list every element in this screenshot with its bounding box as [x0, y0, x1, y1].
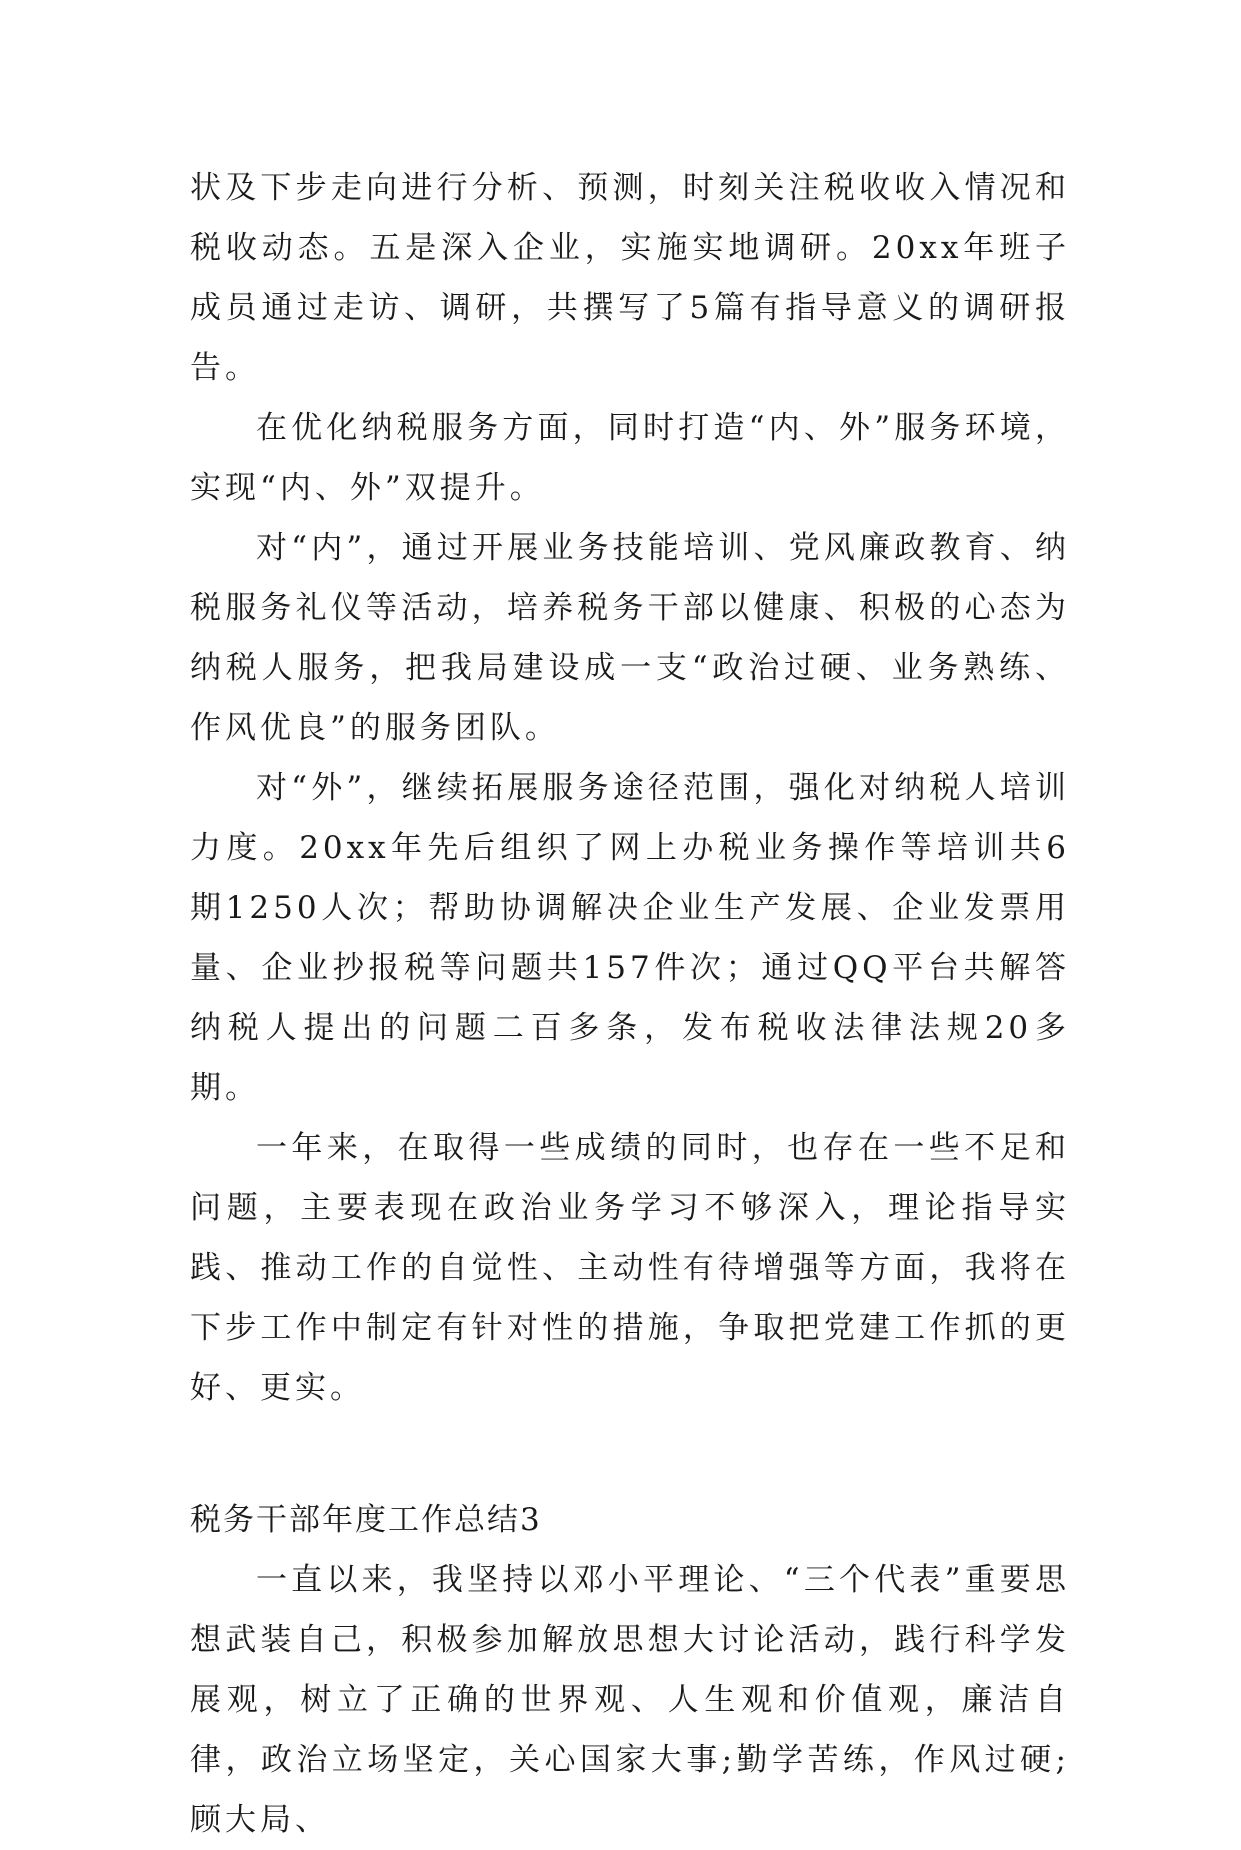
- paragraph-investigation: 状及下步走向进行分析、预测，时刻关注税收收入情况和税收动态。五是深入企业，实施实地调研。20xx年班子成员通过走访、调研，共撰写了5篇有指导意义的调研报告。: [190, 170, 1070, 386]
- paragraph-political-study: 一直以来，我坚持以邓小平理论、“三个代表”重要思想武装自己，积极参加解放思想大讨论活动，践行科学发展观，树立了正确的世界观、人生观和价值观，廉洁自律，政治立场坚定，关心国家大事;勤学苦练，作风过硬;顾大局、: [190, 1562, 1070, 1838]
- document-page: [190, 158, 1070, 1850]
- section-heading: 税务干部年度工作总结3: [190, 1502, 542, 1538]
- paragraph-internal: 对“内”，通过开展业务技能培训、党风廉政教育、纳税服务礼仪等活动，培养税务干部以健康、积极的心态为纳税人服务，把我局建设成一支“政治过硬、业务熟练、作风优良”的服务团队。: [190, 530, 1070, 746]
- paragraph-external: 对“外”，继续拓展服务途径范围，强化对纳税人培训力度。20xx年先后组织了网上办税业务操作等培训共6期1250人次；帮助协调解决企业生产发展、企业发票用量、企业抄报税等问题共157件次；通过QQ平台共解答纳税人提出的问题二百多条，发布税收法律法规20多期。: [190, 770, 1070, 1106]
- paragraph-shortcomings: 一年来，在取得一些成绩的同时，也存在一些不足和问题，主要表现在政治业务学习不够深入，理论指导实践、推动工作的自觉性、主动性有待增强等方面，我将在下步工作中制定有针对性的措施，争取把党建工作抓的更好、更实。: [190, 1130, 1070, 1406]
- paragraph-service-optimization: 在优化纳税服务方面，同时打造“内、外”服务环境，实现“内、外”双提升。: [190, 410, 1070, 506]
